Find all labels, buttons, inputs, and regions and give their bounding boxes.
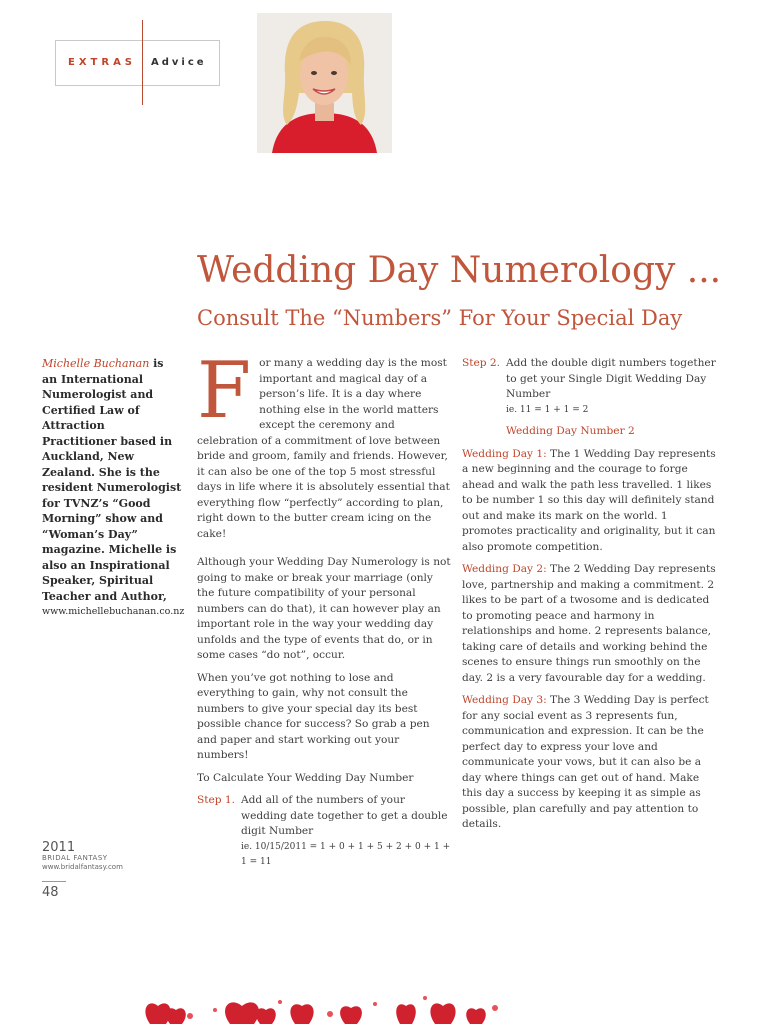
section-label: EXTRAS — [68, 57, 137, 68]
step-1-example: ie. 10/15/2011 = 1 + 0 + 1 + 5 + 2 + 0 + 1 + 1 = 11 — [241, 841, 451, 867]
step-1-text: Add all of the numbers of your wedding date together to get a double digit Number — [241, 794, 448, 837]
step-2-label: Step 2. — [462, 357, 501, 369]
drop-cap: F — [197, 346, 252, 436]
wedding-day-3-text: The 3 Wedding Day is perfect for any social event as 3 represents fun, communication and expression. It can be the perfect day to express your love and communicate your vows, but it can also be a day where things can get out of hand. Make this day a success by keeping it as simple as possible, plan carefully and pay attention to details. — [462, 694, 709, 830]
paragraph-4: To Calculate Your Wedding Day Number — [197, 771, 414, 784]
step-2-result: Wedding Day Number 2 — [506, 425, 635, 437]
wedding-day-2 — [462, 562, 718, 686]
wedding-day-2-text: The 2 Wedding Day represents love, partnership and making a commitment. 2 likes to be part of a twosome and is dedicated to promoting peace and harmony in relationships and home. 2 represents balance, taking care of details and working behind the scenes to ensure things run smoothly on the day. 2 is a very favourable day for a wedding. — [462, 563, 716, 684]
wedding-day-1-label: Wedding Day 1: — [462, 447, 547, 460]
wedding-day-2-label: Wedding Day 2: — [462, 563, 547, 575]
author-website: www.michellebuchanan.co.nz — [42, 606, 185, 617]
page-number: 48 — [42, 885, 59, 900]
step-2 — [462, 356, 718, 440]
wedding-day-3 — [462, 693, 718, 833]
article-title: Wedding Day Numerology ... — [197, 250, 722, 291]
footer-magazine: BRIDAL FANTASY — [42, 854, 108, 862]
author-bio — [42, 356, 185, 620]
wedding-day-1-text: The 1 Wedding Day represents a new beginning and the courage to forge ahead and walk the path less travelled. 1 likes to be number 1 so this day will definitely stand out and make its mark on the world. 1 promotes practicality and originality, but it can also promote competition. — [462, 447, 716, 553]
section-divider — [142, 20, 143, 105]
author-name: Michelle Buchanan — [42, 357, 150, 370]
intro-paragraph — [197, 346, 452, 542]
step-2-example: ie. 11 = 1 + 1 = 2 — [506, 404, 589, 415]
paragraph-3: When you’ve got nothing to lose and everything to gain, why not consult the numbers to give your special day its best possible chance for success? So grab a pen and paper and start working out your numbers! — [197, 671, 430, 761]
paragraph-2: Although your Wedding Day Numerology is not going to make or break your marriage (only the future compatibility of your personal numbers can do that), it can however play an important role in the way your wedding day unfolds and the type of events that do, or in some cases “do not”, occur. — [197, 556, 451, 661]
category-label: Advice — [151, 57, 207, 68]
footer-year: 2011 — [42, 840, 76, 855]
wedding-day-3-label: Wedding Day 3: — [462, 694, 547, 706]
author-bio-text: is an International Numerologist and Certified Law of Attraction Practitioner based in Auckland, New Zealand. She is the resident Numerologist for TVNZ’s “Good Morning” show and “Woman’s Day” magazine. Michelle is also an Inspirational Speaker, Spiritual Teacher and Author, — [42, 357, 182, 603]
footer-rule — [42, 881, 66, 882]
footer-url: www.bridalfantasy.com — [42, 863, 123, 871]
author-portrait — [257, 13, 392, 153]
step-1-label: Step 1. — [197, 794, 236, 806]
step-1 — [197, 793, 452, 871]
article-column-2 — [462, 356, 718, 840]
intro-text: or many a wedding day is the most important and magical day of a person’s life. It is a day where nothing else in the world matters except the ceremony and celebration of a commitment of love between bride and groom, family and friends. However, it can also be one of the top 5 most stressful days in life where it is absolutely essential that everything flow “perfectly” according to plan, right down to the butter cream icing on the cake! — [197, 357, 450, 540]
wedding-day-1 — [462, 447, 718, 556]
article-column-1 — [197, 346, 452, 871]
hearts-decoration — [130, 990, 510, 1024]
step-2-text: Add the double digit numbers together to get your Single Digit Wedding Day Number — [506, 357, 716, 400]
article-subtitle: Consult The “Numbers” For Your Special Day — [197, 306, 683, 330]
